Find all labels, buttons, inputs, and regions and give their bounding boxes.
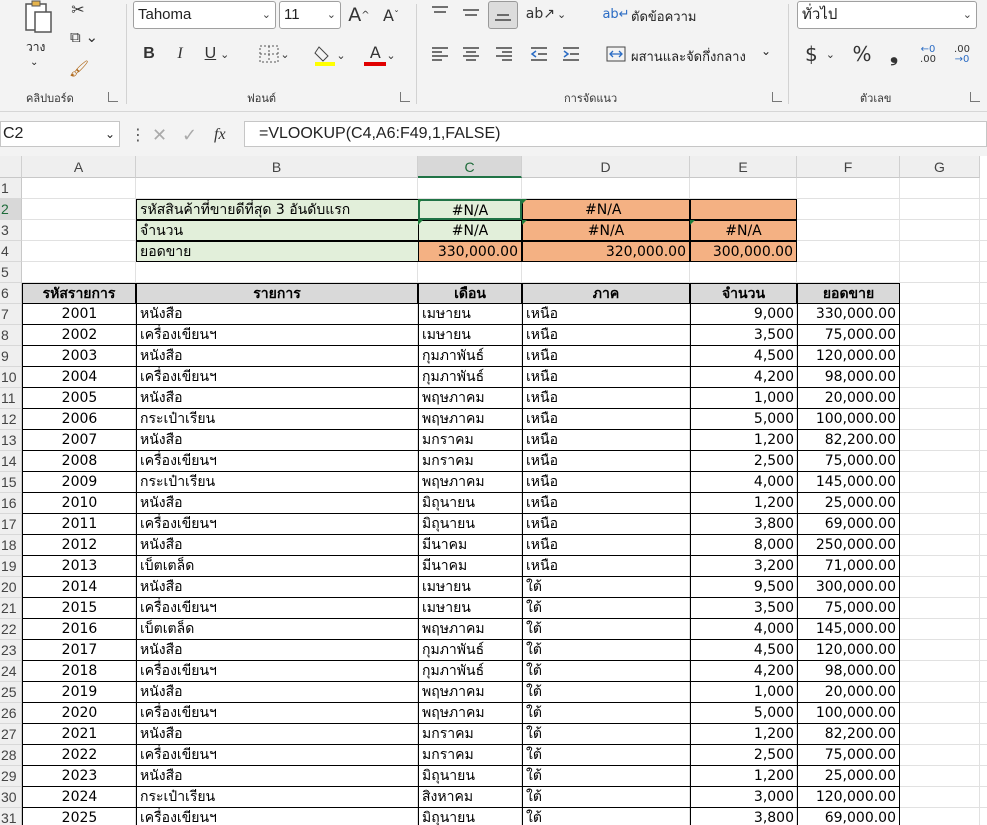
table-cell[interactable]: เหนือ	[522, 556, 690, 577]
clipboard-group-label: คลิปบอร์ด	[26, 92, 74, 105]
align-middle-icon[interactable]	[459, 2, 483, 24]
table-header[interactable]: ยอดขาย	[797, 283, 900, 304]
table-cell[interactable]: ใต้	[522, 766, 690, 787]
table-cell[interactable]: 71,000.00	[797, 556, 900, 577]
table-cell[interactable]: เหนือ	[522, 304, 690, 325]
table-cell[interactable]: 75,000.00	[797, 745, 900, 766]
table-cell[interactable]: เหนือ	[522, 388, 690, 409]
column-header-f[interactable]: F	[797, 156, 900, 178]
table-cell[interactable]: เมษายน	[418, 304, 522, 325]
summary-cell[interactable]: #N/A	[418, 199, 522, 220]
table-cell[interactable]: กุมภาพันธ์	[418, 661, 522, 682]
align-top-icon[interactable]	[428, 2, 452, 24]
table-cell[interactable]: 20,000.00	[797, 682, 900, 703]
table-cell[interactable]: กระเป๋าเรียน	[136, 787, 418, 808]
table-cell[interactable]: ใต้	[522, 640, 690, 661]
table-header[interactable]: จำนวน	[690, 283, 797, 304]
decrease-decimal-icon[interactable]: .00 →0	[954, 44, 970, 65]
table-cell[interactable]: 2020	[22, 703, 136, 724]
table-cell[interactable]: หนังสือ	[136, 430, 418, 451]
table-cell[interactable]: 1,200	[690, 430, 797, 451]
table-cell[interactable]: 2,500	[690, 451, 797, 472]
table-cell[interactable]: มีนาคม	[418, 556, 522, 577]
align-right-icon[interactable]	[492, 42, 516, 66]
table-cell[interactable]: 300,000.00	[797, 577, 900, 598]
number-launcher-icon[interactable]	[970, 92, 980, 102]
table-cell[interactable]: 250,000.00	[797, 535, 900, 556]
table-cell[interactable]: 3,500	[690, 325, 797, 346]
wrap-text-icon[interactable]: ab↵	[602, 6, 630, 22]
table-cell[interactable]: เครื่องเขียนฯ	[136, 514, 418, 535]
table-cell[interactable]: หนังสือ	[136, 577, 418, 598]
table-cell[interactable]: 100,000.00	[797, 409, 900, 430]
column-header-g[interactable]: G	[900, 156, 980, 178]
table-cell[interactable]: 2015	[22, 598, 136, 619]
align-left-icon[interactable]	[428, 42, 452, 66]
table-cell[interactable]: ใต้	[522, 724, 690, 745]
table-cell[interactable]: หนังสือ	[136, 535, 418, 556]
table-cell[interactable]: มิถุนายน	[418, 514, 522, 535]
table-cell[interactable]: 145,000.00	[797, 619, 900, 640]
table-cell[interactable]: 75,000.00	[797, 598, 900, 619]
merge-dropdown-icon[interactable]: ⌄	[761, 44, 772, 58]
table-cell[interactable]: หนังสือ	[136, 388, 418, 409]
currency-icon[interactable]: $ ⌄	[805, 42, 835, 66]
table-cell[interactable]: เครื่องเขียนฯ	[136, 745, 418, 766]
table-cell[interactable]: เครื่องเขียนฯ	[136, 451, 418, 472]
summary-cell[interactable]: #N/A	[522, 220, 690, 241]
summary-cell[interactable]: 300,000.00	[690, 241, 797, 262]
row-header-8[interactable]: 8	[0, 325, 22, 346]
font-group-label: ฟอนต์	[247, 92, 277, 105]
row-header-5[interactable]: 5	[0, 262, 22, 283]
table-cell[interactable]: เหนือ	[522, 493, 690, 514]
table-cell[interactable]: มีนาคม	[418, 535, 522, 556]
table-cell[interactable]: หนังสือ	[136, 304, 418, 325]
table-cell[interactable]: ใต้	[522, 808, 690, 825]
table-cell[interactable]: 25,000.00	[797, 766, 900, 787]
worksheet-grid[interactable]	[0, 156, 987, 825]
row-header-7[interactable]: 7	[0, 304, 22, 325]
table-cell[interactable]: พฤษภาคม	[418, 619, 522, 640]
table-cell[interactable]: 98,000.00	[797, 367, 900, 388]
table-cell[interactable]: พฤษภาคม	[418, 682, 522, 703]
merge-center-icon[interactable]	[604, 42, 628, 66]
table-cell[interactable]: เครื่องเขียนฯ	[136, 703, 418, 724]
summary-label[interactable]: จำนวน	[136, 220, 418, 241]
table-cell[interactable]: 82,200.00	[797, 430, 900, 451]
cut-icon[interactable]: ✂	[71, 0, 85, 19]
align-bottom-icon[interactable]	[488, 1, 518, 29]
insert-function-icon[interactable]: fx	[214, 126, 226, 143]
row-header-31[interactable]: 31	[0, 808, 22, 825]
table-cell[interactable]: 2002	[22, 325, 136, 346]
table-cell[interactable]: 2007	[22, 430, 136, 451]
table-cell[interactable]: 69,000.00	[797, 808, 900, 825]
table-cell[interactable]: 1,200	[690, 493, 797, 514]
more-options-icon[interactable]: ⋮	[130, 125, 146, 144]
gridline	[979, 178, 980, 825]
table-cell[interactable]: มกราคม	[418, 745, 522, 766]
orientation-icon[interactable]: ab↗ ⌄	[525, 6, 567, 22]
name-box[interactable]	[0, 121, 120, 147]
table-cell[interactable]: กุมภาพันธ์	[418, 367, 522, 388]
table-cell[interactable]: หนังสือ	[136, 682, 418, 703]
table-cell[interactable]: 2005	[22, 388, 136, 409]
table-cell[interactable]: 3,500	[690, 598, 797, 619]
table-cell[interactable]: 8,000	[690, 535, 797, 556]
table-cell[interactable]: เหนือ	[522, 535, 690, 556]
table-cell[interactable]: เหนือ	[522, 451, 690, 472]
table-cell[interactable]: เครื่องเขียนฯ	[136, 598, 418, 619]
row-header-16[interactable]: 16	[0, 493, 22, 514]
row-header-18[interactable]: 18	[0, 535, 22, 556]
row-header-25[interactable]: 25	[0, 682, 22, 703]
table-cell[interactable]: เมษายน	[418, 325, 522, 346]
copy-icon[interactable]: ⧉ ⌄	[69, 28, 99, 46]
align-center-icon[interactable]	[459, 42, 483, 66]
error-indicator-icon	[418, 220, 423, 225]
table-header[interactable]: ภาค	[522, 283, 690, 304]
grow-font-icon[interactable]: A ^	[348, 4, 370, 26]
formula-bar	[0, 112, 987, 156]
table-cell[interactable]: 4,500	[690, 346, 797, 367]
comma-style-icon[interactable]: ❟	[890, 42, 898, 66]
table-cell[interactable]: พฤษภาคม	[418, 388, 522, 409]
percent-icon[interactable]: %	[852, 42, 872, 66]
underline-glyph: U	[204, 45, 217, 62]
row-header-12[interactable]: 12	[0, 409, 22, 430]
table-cell[interactable]: 2003	[22, 346, 136, 367]
table-cell[interactable]: 2016	[22, 619, 136, 640]
row-header-19[interactable]: 19	[0, 556, 22, 577]
column-header-d[interactable]: D	[522, 156, 690, 178]
bold-button[interactable]: B	[143, 45, 155, 62]
table-cell[interactable]: 2006	[22, 409, 136, 430]
table-cell[interactable]: พฤษภาคม	[418, 703, 522, 724]
summary-label[interactable]: รหัสสินค้าที่ขายดีที่สุด 3 อันดับแรก	[136, 199, 418, 220]
wrap-text-button[interactable]: ตัดข้อความ	[631, 10, 697, 25]
column-header-a[interactable]: A	[22, 156, 136, 178]
number-format-select[interactable]	[797, 1, 977, 29]
table-cell[interactable]: กระเป๋าเรียน	[136, 409, 418, 430]
row-header-23[interactable]: 23	[0, 640, 22, 661]
table-cell[interactable]: หนังสือ	[136, 724, 418, 745]
row-header-6[interactable]: 6	[0, 283, 22, 304]
row-header-13[interactable]: 13	[0, 430, 22, 451]
table-cell[interactable]: ใต้	[522, 787, 690, 808]
italic-button[interactable]: I	[177, 45, 183, 62]
decrease-indent-icon[interactable]	[527, 42, 551, 66]
number-group-label: ตัวเลข	[860, 92, 892, 105]
summary-cell[interactable]: 320,000.00	[522, 241, 690, 262]
table-cell[interactable]: 120,000.00	[797, 787, 900, 808]
table-cell[interactable]: 2018	[22, 661, 136, 682]
table-cell[interactable]: 2013	[22, 556, 136, 577]
table-cell[interactable]: 2008	[22, 451, 136, 472]
table-cell[interactable]: 69,000.00	[797, 514, 900, 535]
table-cell[interactable]: 100,000.00	[797, 703, 900, 724]
table-cell[interactable]: เครื่องเขียนฯ	[136, 661, 418, 682]
currency-glyph: $	[805, 42, 818, 66]
table-cell[interactable]: เบ็ตเตล็ด	[136, 556, 418, 577]
table-cell[interactable]: มกราคม	[418, 451, 522, 472]
increase-decimal-glyph: .00	[920, 54, 936, 65]
chevron-down-icon: ⌄	[326, 9, 336, 21]
table-cell[interactable]: 2010	[22, 493, 136, 514]
chevron-down-icon: ⌄	[962, 9, 972, 21]
table-cell[interactable]: 2004	[22, 367, 136, 388]
table-cell[interactable]: 330,000.00	[797, 304, 900, 325]
table-cell[interactable]: 2019	[22, 682, 136, 703]
table-cell[interactable]: 2022	[22, 745, 136, 766]
table-cell[interactable]: 2012	[22, 535, 136, 556]
font-launcher-icon[interactable]	[400, 92, 410, 102]
row-header-15[interactable]: 15	[0, 472, 22, 493]
table-cell[interactable]: มิถุนายน	[418, 493, 522, 514]
increase-decimal-icon[interactable]: ←0 .00	[920, 44, 936, 65]
table-cell[interactable]: 2,500	[690, 745, 797, 766]
table-cell[interactable]: ใต้	[522, 619, 690, 640]
table-cell[interactable]: เหนือ	[522, 325, 690, 346]
row-header-14[interactable]: 14	[0, 451, 22, 472]
table-cell[interactable]: มกราคม	[418, 430, 522, 451]
enter-icon[interactable]: ✓	[182, 125, 198, 146]
table-cell[interactable]: 2009	[22, 472, 136, 493]
increase-indent-icon[interactable]	[559, 42, 583, 66]
row-header-1[interactable]: 1	[0, 178, 22, 199]
table-cell[interactable]: 120,000.00	[797, 640, 900, 661]
shrink-font-icon[interactable]: A ˇ	[383, 5, 399, 25]
table-cell[interactable]: 120,000.00	[797, 346, 900, 367]
table-cell[interactable]: มิถุนายน	[418, 766, 522, 787]
error-indicator-icon	[690, 220, 695, 225]
row-header-24[interactable]: 24	[0, 661, 22, 682]
table-cell[interactable]: หนังสือ	[136, 766, 418, 787]
alignment-group-label: การจัดแนว	[564, 92, 618, 105]
summary-cell[interactable]	[690, 199, 797, 220]
table-cell[interactable]: เหนือ	[522, 430, 690, 451]
row-header-30[interactable]: 30	[0, 787, 22, 808]
table-cell[interactable]: 4,200	[690, 367, 797, 388]
table-header[interactable]: รายการ	[136, 283, 418, 304]
table-cell[interactable]: เหนือ	[522, 367, 690, 388]
table-cell[interactable]: หนังสือ	[136, 493, 418, 514]
decrease-decimal-glyph: .00	[954, 44, 970, 55]
table-cell[interactable]: เหนือ	[522, 346, 690, 367]
ribbon	[0, 0, 987, 112]
table-cell[interactable]: 3,200	[690, 556, 797, 577]
table-cell[interactable]: 1,000	[690, 388, 797, 409]
column-header-e[interactable]: E	[690, 156, 797, 178]
summary-label[interactable]: ยอดขาย	[136, 241, 418, 262]
group-separator	[126, 4, 127, 104]
table-cell[interactable]: 3,800	[690, 808, 797, 825]
table-cell[interactable]: เหนือ	[522, 472, 690, 493]
row-header-3[interactable]: 3	[0, 220, 22, 241]
table-cell[interactable]: เหนือ	[522, 514, 690, 535]
paste-dropdown-icon[interactable]: ⌄	[30, 57, 39, 68]
select-all-corner[interactable]	[0, 156, 22, 178]
summary-cell[interactable]: #N/A	[418, 220, 522, 241]
table-cell[interactable]: ใต้	[522, 598, 690, 619]
table-cell[interactable]: 3,800	[690, 514, 797, 535]
table-cell[interactable]: ใต้	[522, 682, 690, 703]
summary-cell[interactable]: #N/A	[690, 220, 797, 241]
table-cell[interactable]: เมษายน	[418, 577, 522, 598]
font-size-select[interactable]	[279, 1, 341, 29]
row-header-11[interactable]: 11	[0, 388, 22, 409]
table-cell[interactable]: 145,000.00	[797, 472, 900, 493]
table-cell[interactable]: 2001	[22, 304, 136, 325]
table-cell[interactable]: 20,000.00	[797, 388, 900, 409]
row-header-21[interactable]: 21	[0, 598, 22, 619]
table-cell[interactable]: สิงหาคม	[418, 787, 522, 808]
error-indicator-icon	[522, 220, 527, 225]
borders-icon[interactable]: ⌄	[252, 42, 296, 66]
table-cell[interactable]: หนังสือ	[136, 346, 418, 367]
summary-cell[interactable]: #N/A	[522, 199, 690, 220]
table-cell[interactable]: 2014	[22, 577, 136, 598]
row-header-29[interactable]: 29	[0, 766, 22, 787]
table-header[interactable]: รหัสรายการ	[22, 283, 136, 304]
error-indicator-icon	[522, 199, 527, 204]
format-painter-icon[interactable]: 🖌	[68, 58, 90, 78]
row-header-28[interactable]: 28	[0, 745, 22, 766]
table-header[interactable]: เดือน	[418, 283, 522, 304]
table-cell[interactable]: 5,000	[690, 409, 797, 430]
font-name-select[interactable]	[133, 1, 276, 29]
table-cell[interactable]: กุมภาพันธ์	[418, 640, 522, 661]
table-cell[interactable]: 75,000.00	[797, 325, 900, 346]
table-cell[interactable]: 82,200.00	[797, 724, 900, 745]
column-header-b[interactable]: B	[136, 156, 418, 178]
font-name-value: Tahoma	[138, 6, 192, 23]
row-header-10[interactable]: 10	[0, 367, 22, 388]
row-header-17[interactable]: 17	[0, 514, 22, 535]
chevron-down-icon: ⌄	[261, 9, 271, 21]
table-cell[interactable]: เครื่องเขียนฯ	[136, 367, 418, 388]
paste-label[interactable]: วาง	[26, 40, 46, 54]
table-cell[interactable]: พฤษภาคม	[418, 409, 522, 430]
shrink-font-glyph: A	[383, 5, 394, 25]
grow-font-glyph: A	[348, 4, 362, 26]
table-cell[interactable]: 5,000	[690, 703, 797, 724]
clipboard-launcher-icon[interactable]	[108, 92, 118, 102]
table-cell[interactable]: เมษายน	[418, 598, 522, 619]
table-cell[interactable]: 2017	[22, 640, 136, 661]
table-cell[interactable]: 2023	[22, 766, 136, 787]
table-cell[interactable]: ใต้	[522, 703, 690, 724]
table-cell[interactable]: 2024	[22, 787, 136, 808]
row-header-26[interactable]: 26	[0, 703, 22, 724]
group-separator	[788, 4, 789, 104]
font-color-glyph: A	[364, 44, 386, 66]
formula-input[interactable]: =VLOOKUP(C4,A6:F49,1,FALSE)	[244, 121, 987, 147]
error-indicator-icon	[418, 199, 423, 204]
cancel-icon[interactable]: ✕	[152, 125, 168, 146]
table-cell[interactable]: ใต้	[522, 745, 690, 766]
chevron-down-icon[interactable]: ⌄	[104, 127, 115, 141]
row-header-9[interactable]: 9	[0, 346, 22, 367]
table-cell[interactable]: หนังสือ	[136, 640, 418, 661]
table-cell[interactable]: 9,000	[690, 304, 797, 325]
table-cell[interactable]: 4,200	[690, 661, 797, 682]
table-cell[interactable]: 1,000	[690, 682, 797, 703]
paste-icon[interactable]	[20, 0, 56, 34]
table-cell[interactable]: มิถุนายน	[418, 808, 522, 825]
table-cell[interactable]: เครื่องเขียนฯ	[136, 808, 418, 825]
table-cell[interactable]: พฤษภาคม	[418, 472, 522, 493]
table-cell[interactable]: 4,000	[690, 472, 797, 493]
row-header-2[interactable]: 2	[0, 199, 22, 220]
font-size-value: 11	[284, 6, 300, 23]
number-format-value: ทั่วไป	[802, 6, 838, 23]
table-cell[interactable]: 2021	[22, 724, 136, 745]
table-cell[interactable]: เบ็ตเตล็ด	[136, 619, 418, 640]
row-header-4[interactable]: 4	[0, 241, 22, 262]
table-cell[interactable]: เครื่องเขียนฯ	[136, 325, 418, 346]
table-cell[interactable]: 2011	[22, 514, 136, 535]
group-separator	[416, 4, 417, 104]
table-cell[interactable]: 1,200	[690, 766, 797, 787]
table-cell[interactable]: 4,500	[690, 640, 797, 661]
row-header-20[interactable]: 20	[0, 577, 22, 598]
alignment-launcher-icon[interactable]	[772, 92, 782, 102]
table-cell[interactable]: กระเป๋าเรียน	[136, 472, 418, 493]
table-cell[interactable]: 2025	[22, 808, 136, 825]
table-cell[interactable]: 4,000	[690, 619, 797, 640]
font-color-icon[interactable]: A ⌄	[358, 42, 402, 68]
table-cell[interactable]: 98,000.00	[797, 661, 900, 682]
name-box-value: C2	[3, 125, 24, 142]
table-cell[interactable]: 25,000.00	[797, 493, 900, 514]
row-header-27[interactable]: 27	[0, 724, 22, 745]
table-cell[interactable]: 1,200	[690, 724, 797, 745]
table-cell[interactable]: 9,500	[690, 577, 797, 598]
table-cell[interactable]: มกราคม	[418, 724, 522, 745]
table-cell[interactable]: กุมภาพันธ์	[418, 346, 522, 367]
table-cell[interactable]: ใต้	[522, 577, 690, 598]
merge-center-button[interactable]: ผสานและจัดกึ่งกลาง	[631, 50, 746, 65]
fill-color-icon[interactable]: ⌄	[308, 42, 352, 68]
underline-button[interactable]: U ⌄	[204, 45, 230, 62]
table-cell[interactable]: 75,000.00	[797, 451, 900, 472]
table-cell[interactable]: เหนือ	[522, 409, 690, 430]
table-cell[interactable]: ใต้	[522, 661, 690, 682]
summary-cell[interactable]: 330,000.00	[418, 241, 522, 262]
row-header-22[interactable]: 22	[0, 619, 22, 640]
column-header-c[interactable]: C	[418, 156, 522, 178]
table-cell[interactable]: 3,000	[690, 787, 797, 808]
